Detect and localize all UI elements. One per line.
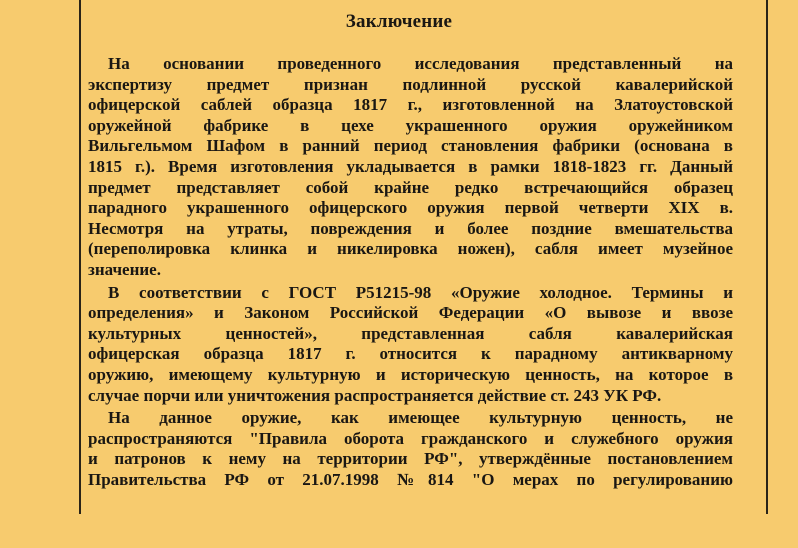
text-line: оружию, имеющему культурную и историческую ценность, на которое в — [88, 364, 733, 384]
text-line: На данное оружие, как имеющее культурную ценность, не — [108, 408, 733, 428]
paragraph-gost — [88, 283, 733, 407]
text-line: предмет представляет собой крайне редко встречающийся образец — [88, 177, 733, 197]
text-line: и патронов к нему на территории РФ", утверждённые постановлением — [88, 449, 733, 469]
text-line: случае порчи или уничтожения распространяется действие ст. 243 УК РФ. — [88, 385, 662, 405]
paragraph-rules — [88, 408, 733, 490]
paragraph-conclusion — [88, 54, 733, 281]
left-margin-rule — [79, 0, 81, 514]
text-line: офицерская образца 1817 г. относится к парадному антикварному — [88, 344, 733, 364]
right-margin-rule — [766, 0, 768, 514]
text-line: (переполировка клинка и никелировка ножен), сабля имеет музейное — [88, 239, 733, 259]
text-line: значение. — [88, 259, 161, 279]
text-line: экспертизу предмет признан подлинной русской кавалерийской — [88, 74, 733, 94]
text-line: Вильгельмом Шафом в ранний период становления фабрики (основана в — [88, 136, 733, 156]
document-body — [88, 54, 733, 490]
text-line: В соответствии с ГОСТ Р51215-98 «Оружие холодное. Термины и — [108, 282, 733, 302]
text-line: оружейной фабрике в цехе украшенного оружия оружейником — [88, 115, 733, 135]
text-line: Правительства РФ от 21.07.1998 №814 "О мерах по регулированию — [88, 469, 733, 489]
text-line: 1815 г.). Время изготовления укладывается в рамки 1818-1823 гг. Данный — [88, 156, 733, 176]
text-line: определения» и Законом Российской Федерации «О вывозе и ввозе — [88, 303, 733, 323]
text-line: офицерской саблей образца 1817 г., изготовленной на Златоустовской — [88, 95, 733, 115]
text-line: Несмотря на утраты, повреждения и более поздние вмешательства — [88, 218, 733, 238]
text-line: парадного украшенного офицерского оружия первой четверти XIX в. — [88, 198, 733, 218]
document-title: Заключение — [345, 11, 453, 32]
text-line: культурных ценностей», представленная сабля кавалерийская — [88, 323, 733, 343]
text-line: На основании проведенного исследования представленный на — [108, 54, 733, 73]
text-line: распространяются "Правила оборота гражданского и служебного оружия — [88, 428, 733, 448]
